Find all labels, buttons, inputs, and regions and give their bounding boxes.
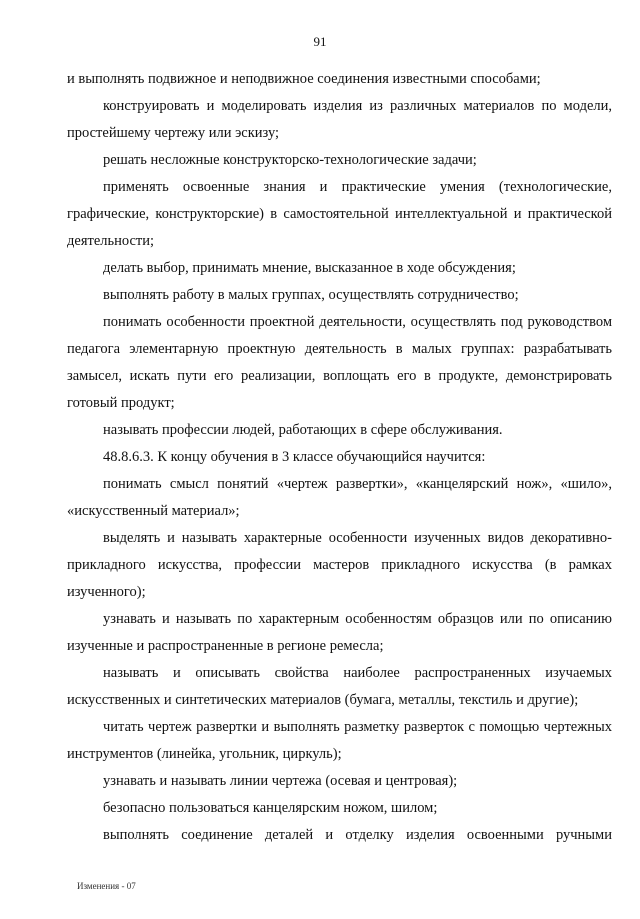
paragraph: выполнять работу в малых группах, осуществлять сотрудничество; — [103, 287, 519, 303]
paragraph: выполнять соединение деталей и отделку изделия освоенными ручными — [103, 827, 612, 843]
paragraph: применять освоенные знания и практические умения (технологические, графические, конструкторские) в самостоятельной интеллектуальной и практической деятельности; — [67, 179, 612, 249]
body-text — [67, 66, 612, 849]
paragraph: называть и описывать свойства наиболее распространенных изучаемых искусственных и синтетических материалов (бумага, металлы, текстиль и другие); — [67, 665, 612, 708]
page-number: 91 — [313, 34, 327, 49]
paragraph: узнавать и называть по характерным особенностям образцов или по описанию изученные и распространенные в регионе ремесла; — [67, 611, 612, 654]
paragraph: и выполнять подвижное и неподвижное соединения известными способами; — [67, 71, 541, 87]
paragraph: понимать особенности проектной деятельности, осуществлять под руководством педагога элементарную проектную деятельность в малых группах: разрабатывать замысел, искать пути его реализации, воплощать его в продукте, демонстрировать готовый продукт; — [67, 314, 612, 411]
paragraph: решать несложные конструкторско-технологические задачи; — [103, 152, 477, 168]
footer-revision: Изменения - 07 — [77, 881, 136, 891]
paragraph: конструировать и моделировать изделия из различных материалов по модели, простейшему чертежу или эскизу; — [67, 98, 612, 141]
paragraph: делать выбор, принимать мнение, высказанное в ходе обсуждения; — [103, 260, 516, 276]
paragraph: читать чертеж развертки и выполнять разметку разверток с помощью чертежных инструментов (линейка, угольник, циркуль); — [67, 719, 612, 762]
paragraph: выделять и называть характерные особенности изученных видов декоративно-прикладного искусства, профессии мастеров прикладного искусства (в рамках изученного); — [67, 530, 612, 600]
paragraph: называть профессии людей, работающих в сфере обслуживания. — [103, 422, 503, 438]
section-heading: 48.8.6.3. К концу обучения в 3 классе обучающийся научится: — [103, 449, 486, 465]
paragraph: безопасно пользоваться канцелярским ножом, шилом; — [103, 800, 438, 816]
paragraph: понимать смысл понятий «чертеж развертки», «канцелярский нож», «шило», «искусственный материал»; — [67, 476, 612, 519]
paragraph: узнавать и называть линии чертежа (осевая и центровая); — [103, 773, 458, 789]
